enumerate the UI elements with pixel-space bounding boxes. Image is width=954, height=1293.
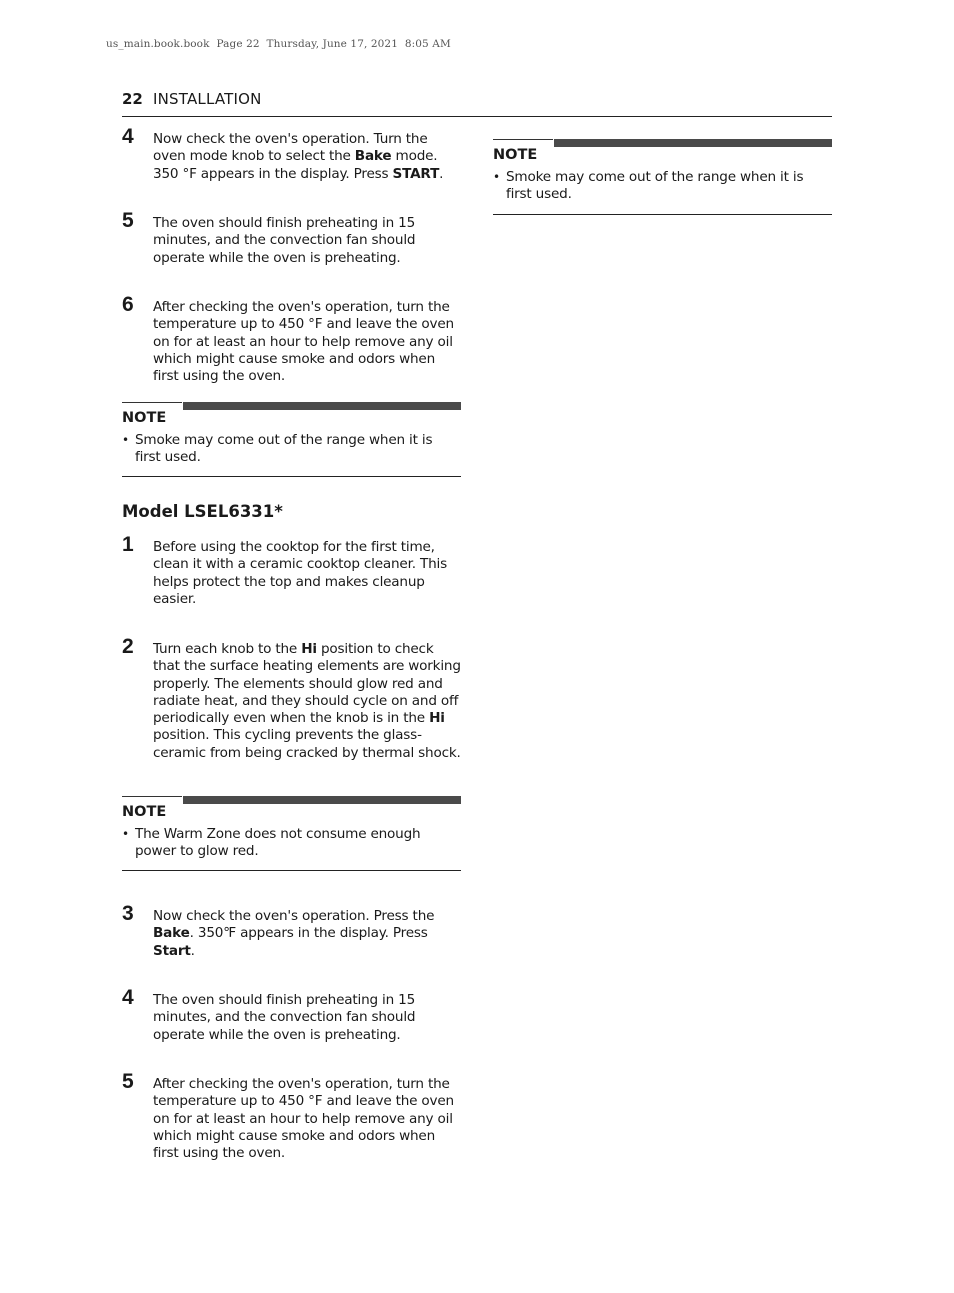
text-run: The oven should finish preheating in 15 minutes, and the convection fan should operate while the oven is preheating.: [153, 992, 416, 1043]
print-slug: us_main.book.book Page 22 Thursday, June 17, 2021 8:05 AM: [106, 38, 451, 50]
note-title: NOTE: [122, 804, 167, 820]
step-text: [153, 908, 462, 960]
text-run: . 350℉ appears in the display. Press: [189, 925, 428, 942]
text-run: mode. 350 °F appears in the display. Press: [153, 148, 438, 182]
emphasis-text: Start: [153, 942, 191, 959]
page-header: [122, 89, 832, 117]
emphasis-text: START: [392, 165, 440, 182]
note-divider: [122, 402, 182, 403]
note-bar: [183, 402, 461, 410]
step-number: 4: [122, 125, 134, 148]
note-box: [122, 796, 461, 872]
step-number: 3: [122, 902, 134, 925]
text-run: Now check the oven's operation. Press the: [153, 908, 435, 924]
step-number: 4: [122, 986, 134, 1009]
step-text: [153, 299, 462, 385]
step-number: 5: [122, 209, 134, 232]
bullet-icon: •: [122, 827, 129, 841]
note-text-block: [493, 169, 832, 204]
note-text: The Warm Zone does not consume enough power to glow red.: [135, 826, 421, 860]
section-title: INSTALLATION: [153, 90, 262, 108]
text-run: position to check that the surface heating elements are working properly. The elements should glow red and radiate heat, and they should cycle on and off periodically even when the knob is in the: [153, 641, 461, 727]
bullet-icon: •: [493, 170, 500, 184]
note-text: Smoke may come out of the range when it is first used.: [506, 169, 804, 203]
model-heading: Model LSEL6331*: [122, 502, 283, 521]
text-run: Turn each knob to the: [153, 641, 302, 657]
note-bar: [554, 139, 832, 147]
text-run: After checking the oven's operation, turn the temperature up to 450 °F and leave the oven on for at least an hour to help remove any oil which might cause smoke and odors when first using the oven.: [153, 299, 454, 385]
note-divider: [493, 139, 553, 140]
step-text: [153, 131, 462, 183]
note-text-block: [122, 432, 461, 467]
emphasis-text: Bake: [153, 925, 190, 942]
step-text: [153, 992, 462, 1044]
emphasis-text: Bake: [354, 148, 392, 165]
step-number: 5: [122, 1070, 134, 1093]
note-title: NOTE: [122, 410, 167, 426]
note-text-block: [122, 826, 461, 861]
text-run: .: [439, 165, 444, 182]
step-text: [153, 539, 462, 608]
page-number: 22: [122, 90, 143, 108]
step-text: [153, 215, 462, 267]
text-run: position. This cycling prevents the glass-ceramic from being cracked by thermal shock.: [153, 727, 461, 761]
note-bottom-rule: [122, 870, 461, 871]
text-run: Before using the cooktop for the first time, clean it with a ceramic cooktop cleaner. This helps protect the top and makes cleanup easier.: [153, 539, 447, 607]
step-number: 6: [122, 293, 134, 316]
bullet-icon: •: [122, 433, 129, 447]
step-text: [153, 1076, 462, 1162]
text-run: The oven should finish preheating in 15 minutes, and the convection fan should operate while the oven is preheating.: [153, 215, 416, 266]
text-run: .: [190, 942, 195, 959]
note-box: [122, 402, 461, 478]
note-title: NOTE: [493, 147, 538, 163]
note-bar: [183, 796, 461, 804]
step-number: 2: [122, 635, 134, 658]
emphasis-text: Hi: [429, 710, 445, 727]
note-text: Smoke may come out of the range when it is first used.: [135, 432, 433, 466]
emphasis-text: Hi: [301, 641, 317, 657]
note-box: [493, 139, 832, 216]
text-run: After checking the oven's operation, turn the temperature up to 450 °F and leave the oven on for at least an hour to help remove any oil which might cause smoke and odors when first using the oven.: [153, 1076, 454, 1162]
text-run: Now check the oven's operation. Turn the oven mode knob to select the: [153, 131, 428, 165]
step-number: 1: [122, 533, 134, 556]
note-bottom-rule: [493, 214, 832, 215]
note-bottom-rule: [122, 476, 461, 477]
step-text: [153, 641, 462, 762]
note-divider: [122, 796, 182, 797]
